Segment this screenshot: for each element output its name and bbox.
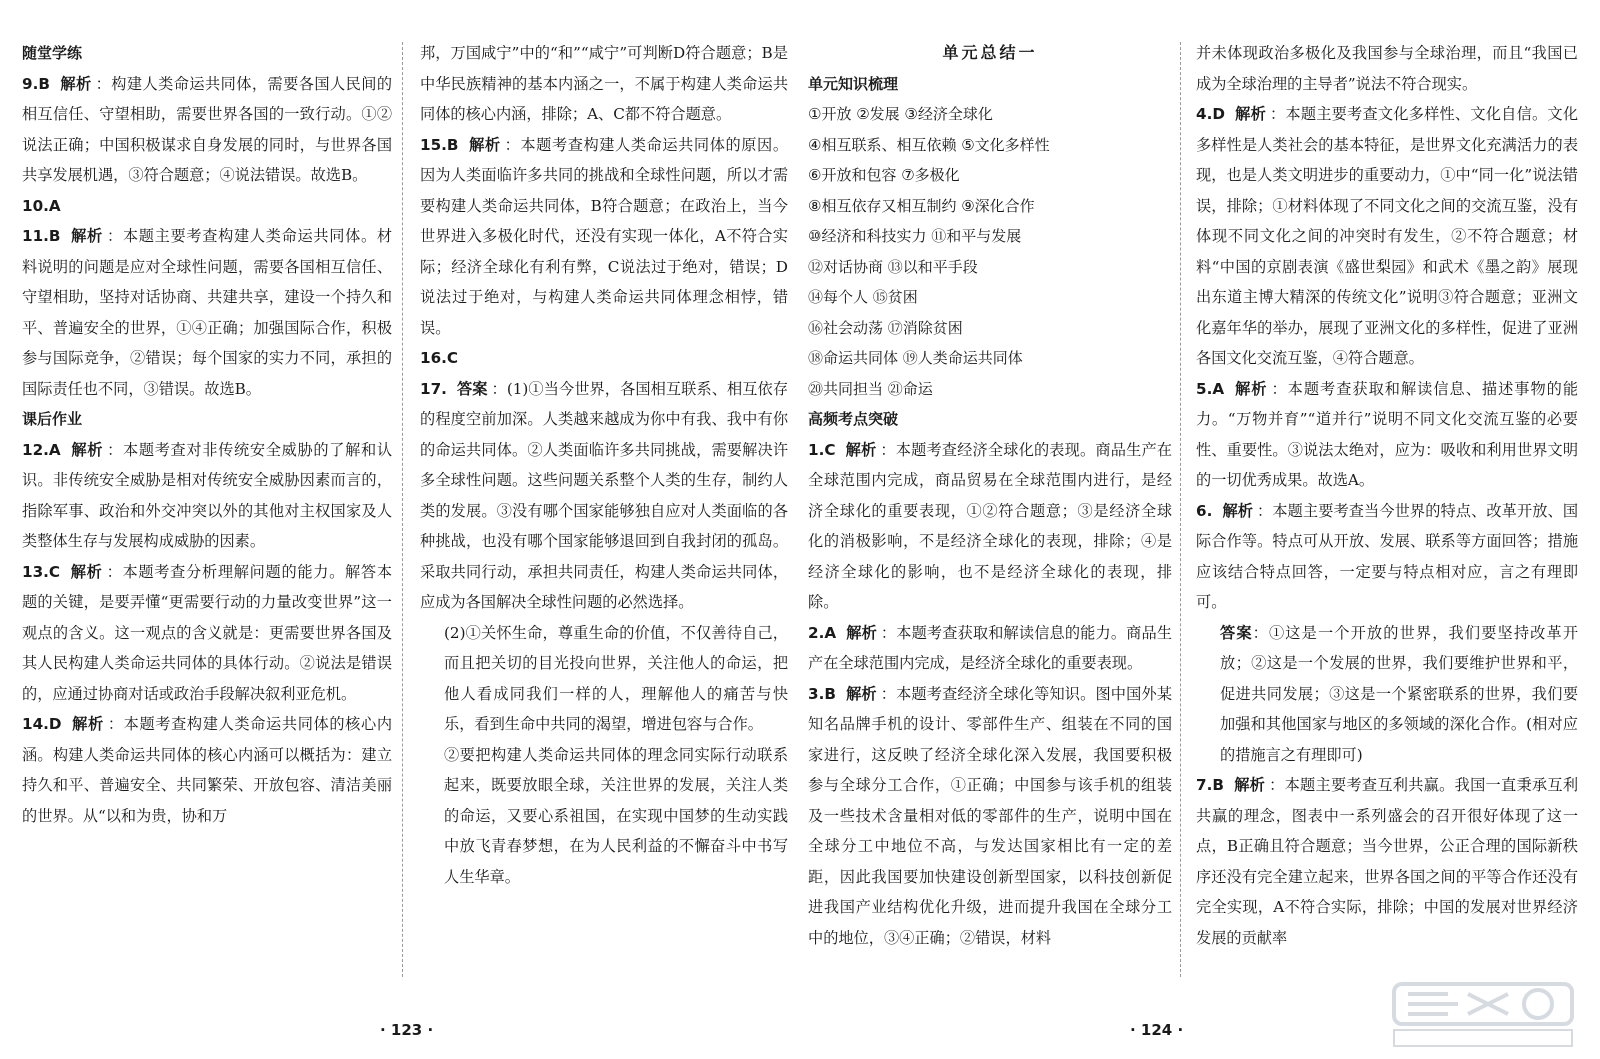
answer-item-9: 9.B 解析 ：构建人类命运共同体，需要各国人民间的相互信任、守望相助，需要世界各国的一致行动。①②说法正确；中国积极谋求自身发展的同时，与世界各国共享发展机遇，③符合题意；④说法错误。故选B。 (22, 74, 392, 184)
knowledge-point-line: ⑥开放和包容 ⑦多极化 (808, 166, 960, 184)
answer-item-15: 15.B 解析 ：本题考查构建人类命运共同体的原因。因为人类面临许多共同的挑战和全球性问题，所以才需要构建人类命运共同体，B符合题意；在政治上，当今世界进入多极化时代，还没有实现一体化，A不符合实际；经济全球化有利有弊，C说法过于绝对，错误；D说法过于绝对，与构建人类命运共同体理念相悖，错误。 (420, 135, 788, 337)
answer-item-7: 7.B 解析 ：本题主要考查互利共赢。我国一直秉承互利共赢的理念，图表中一系列盛会的召开很好体现了这一点，B正确且符合题意；当今世界，公正合理的国际新秩序还没有完全建立起来，世界各国之间的平等合作还没有完全实现，A不符合实际，排除；中国的发展对世界经济发展的贡献率 (1196, 776, 1578, 947)
answer-item-17-part-2: (2)①关怀生命，尊重生命的价值，不仅善待自己，而且把关切的目光投向世界，关注他人的命运，把他人看成同我们一样的人，理解他人的痛苦与快乐，看到生命中共同的渴望，增进包容与合作。 (444, 623, 788, 733)
answer-item-14-continued: 邦，万国咸宁”中的“和”“咸宁”可判断D符合题意；B是中华民族精神的基本内涵之一，不属于构建人类命运共同体的核心内涵，排除；A、C都不符合题意。 (420, 44, 788, 123)
answer-item-14: 14.D 解析 ：本题考查构建人类命运共同体的核心内涵。构建人类命运共同体的核心内涵可以概括为：建立持久和平、普遍安全、共同繁荣、开放包容、清洁美丽的世界。从“以和为贵，协和万 (22, 715, 392, 825)
answer-item-2: 2.A 解析 ：本题考查获取和解读信息的能力。商品生产在全球范围内完成，是经济全球化的重要表现。 (808, 623, 1172, 672)
page-number-left: · 123 · (380, 1021, 434, 1039)
left-page-column-1 (22, 38, 392, 998)
section-heading: 单元知识梳理 (808, 74, 899, 93)
answer-item-1: 1.C 解析 ：本题考查经济全球化的表现。商品生产在全球范围内完成，商品贸易在全球范围内进行，是经济全球化的重要表现，①②符合题意；③是经济全球化的消极影响，不是经济全球化的表现，排除；④是经济全球化的影响，也不是经济全球化的表现，排除。 (808, 440, 1172, 611)
answer-item-6: 6. 解析 ：本题主要考查当今世界的特点、改革开放、国际合作等。特点可从开放、发展、联系等方面回答；措施应该结合特点回答，一定要与特点相对应，言之有理即可。 (1196, 501, 1578, 611)
knowledge-point-line: ⑱命运共同体 ⑲人类命运共同体 (808, 349, 1023, 367)
knowledge-point-line: ⑳共同担当 ㉑命运 (808, 379, 933, 398)
answer-item-16: 16.C (420, 349, 459, 367)
page-number-right: · 124 · (1130, 1021, 1184, 1039)
answer-item-10: 10.A (22, 196, 61, 215)
answer-item-13: 13.C 解析 ：本题考查分析理解问题的能力。解答本题的关键，是要弄懂“更需要行动的力量改变世界”这一观点的含义。这一观点的含义就是：更需要世界各国及其人民构建人类命运共同体的具体行动。②说法是错误的，应通过协商对话或政治手段解决叙利亚危机。 (22, 562, 392, 703)
knowledge-point-line: ④相互联系、相互依赖 ⑤文化多样性 (808, 135, 1050, 154)
answer-item-4: 4.D 解析 ：本题主要考查文化多样性、文化自信。文化多样性是人类社会的基本特征，是世界文化充满活力的表现，也是人类文明进步的重要动力，①中“同一化”说法错误，排除；①材料体现了不同文化之间的交流互鉴，没有体现不同文化之间的冲突时有发生，②不符合题意；材料“中国的京剧表演《盛世梨园》和武术《墨之韵》展现出东道主博大精深的传统文化”说明③符合题意；亚洲文化嘉年华的举办，展现了亚洲文化的多样性，促进了亚洲各国文化交流互鉴，④符合题意。 (1196, 105, 1578, 367)
knowledge-points-list (808, 99, 1172, 404)
left-page-column-2 (420, 38, 788, 998)
answer-item-3: 3.B 解析 ：本题考查经济全球化等知识。图中国外某知名品牌手机的设计、零部件生产、组装在不同的国家进行，这反映了经济全球化深入发展，我国要积极参与全球分工合作，①正确；中国参与该手机的组装及一些技术含量相对低的零部件的生产，说明中国在全球分工中地位不高，与发达国家相比有一定的差距，因此我国要加快建设创新型国家，以科技创新促进我国产业结构优化升级，进而提升我国在全球分工中的地位，③④正确；②错误，材料 (808, 684, 1172, 947)
answer-item-17: 17. 答案 ：(1)①当今世界，各国相互联系、相互依存的程度空前加深。人类越来越成为你中有我、我中有你的命运共同体。②人类面临许多共同挑战，需要解决许多全球性问题。这些问题关系整个人类的生存，制约人类的发展。③没有哪个国家能够独自应对人类面临的各种挑战，也没有哪个国家能够退回到自我封闭的孤岛。采取共同行动，承担共同责任，构建人类命运共同体，应成为各国解决全球性问题的必然选择。 (420, 379, 788, 611)
knowledge-point-line: ⑧相互依存又相互制约 ⑨深化合作 (808, 196, 1035, 215)
knowledge-point-line: ⑫对话协商 ⑬以和平手段 (808, 257, 978, 276)
column-divider-right (1180, 42, 1181, 977)
section-heading: 随堂学练 (22, 44, 83, 62)
knowledge-point-line: ⑭每个人 ⑮贫困 (808, 288, 918, 306)
right-page-column-2 (1196, 38, 1578, 998)
answer-item-17-part-3: ②要把构建人类命运共同体的理念同实际行动联系起来，既要放眼全球，关注世界的发展，关注人类的命运，又要心系祖国，在实现中国梦的生动实践中放飞青春梦想，在为人民利益的不懈奋斗中书写人生华章。 (444, 745, 788, 886)
answer-item-6-answer: 答案：①这是一个开放的世界，我们要坚持改革开放；②这是一个发展的世界，我们要维护世界和平，促进共同发展；③这是一个紧密联系的世界，我们要加强和其他国家与地区的多领域的深化合作。(相对应的措施言之有理即可) (1220, 623, 1578, 764)
answer-item-5: 5.A 解析 ：本题考查获取和解读信息、描述事物的能力。“万物并育”“道并行”说明不同文化交流互鉴的必要性、重要性。③说法太绝对，应为：吸收和利用世界文明的一切优秀成果。故选A。 (1196, 379, 1578, 489)
right-page-column-1 (808, 38, 1172, 998)
watermark-logo-icon (1388, 980, 1578, 1050)
section-heading: 高频考点突破 (808, 410, 899, 428)
knowledge-point-line: ①开放 ②发展 ③经济全球化 (808, 105, 993, 123)
answer-item-12: 12.A 解析 ：本题考查对非传统安全威胁的了解和认识。非传统安全威胁是相对传统安全威胁因素而言的，指除军事、政治和外交冲突以外的其他对主权国家及人类整体生存与发展构成威胁的因素。 (22, 440, 392, 550)
knowledge-point-line: ⑯社会动荡 ⑰消除贫困 (808, 318, 963, 337)
column-divider-left (402, 42, 403, 977)
answer-item-3-continued: 并未体现政治多极化及我国参与全球治理，而且“我国已成为全球治理的主导者”说法不符合现实。 (1196, 44, 1578, 93)
unit-summary-title: 单元总结一 (942, 43, 1038, 62)
answer-item-11: 11.B 解析 ：本题主要考查构建人类命运共同体。材料说明的问题是应对全球性问题，需要各国相互信任、守望相助，坚持对话协商、共建共享，建设一个持久和平、普遍安全的世界，①④正确；加强国际合作，积极参与国际竞争，②错误；每个国家的实力不同，承担的国际责任也不同，③错误。故选B。 (22, 227, 392, 398)
knowledge-point-line: ⑩经济和科技实力 ⑪和平与发展 (808, 227, 1022, 245)
section-heading: 课后作业 (22, 410, 83, 428)
